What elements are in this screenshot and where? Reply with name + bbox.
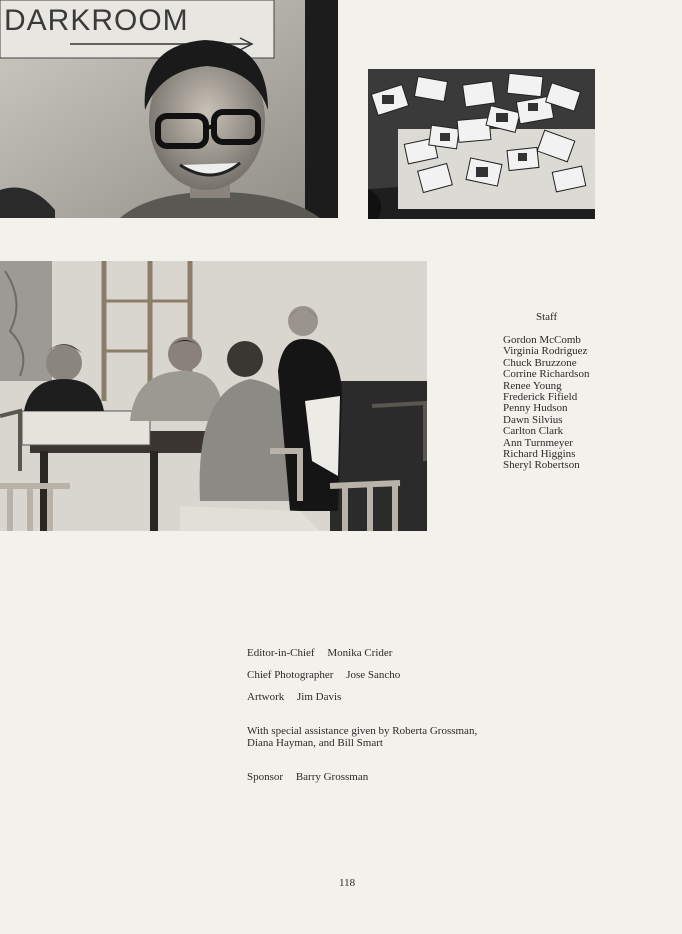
staff-member: Carlton Clark: [503, 425, 564, 438]
prints-on-table-photo: [368, 69, 595, 219]
staff-member: Ann Turnmeyer: [503, 436, 573, 449]
special-assistance-text: With special assistance given by Roberta Grossman, Diana Hayman, and Bill Smart: [247, 725, 478, 749]
staff-heading: Staff: [536, 311, 558, 323]
staff-list: [503, 335, 643, 472]
photographer-credit: [247, 669, 400, 681]
photographer-name: Jose Sancho: [346, 669, 401, 681]
staff-image: [0, 261, 427, 531]
darkroom-portrait-photo: [0, 0, 338, 218]
sponsor-credit: [247, 771, 368, 783]
sponsor-role: Sponsor: [247, 771, 284, 783]
staff-member: Corrine Richardson: [503, 368, 590, 381]
staff-member: Virginia Rodriguez: [503, 345, 588, 358]
sponsor-name: Barry Grossman: [295, 771, 369, 783]
staff-member: Richard Higgins: [503, 448, 576, 461]
artwork-name: Jim Davis: [297, 691, 342, 703]
staff-member: Gordon McComb: [503, 334, 581, 346]
artwork-credit: [247, 691, 341, 703]
darkroom-portrait-image: [0, 0, 338, 218]
staff-member: Sheryl Robertson: [503, 459, 580, 472]
prints-image: [368, 69, 595, 219]
editor-role: Editor-in-Chief: [247, 647, 315, 659]
staff-member: Penny Hudson: [503, 402, 568, 415]
photographer-role: Chief Photographer: [247, 669, 334, 681]
staff-member: Frederick Fifield: [503, 391, 578, 404]
staff-member: Chuck Bruzzone: [503, 356, 577, 369]
page-number: 118: [339, 877, 356, 889]
artwork-role: Artwork: [247, 691, 285, 703]
editor-name: Monika Crider: [327, 647, 393, 659]
editor-credit: [247, 647, 392, 659]
staff-section: [503, 311, 643, 472]
staff-member: Dawn Silvius: [503, 413, 563, 426]
staff-working-photo: [0, 261, 427, 531]
darkroom-sign-text: DARKROOM: [4, 4, 189, 37]
staff-member: Renee Young: [503, 379, 562, 392]
